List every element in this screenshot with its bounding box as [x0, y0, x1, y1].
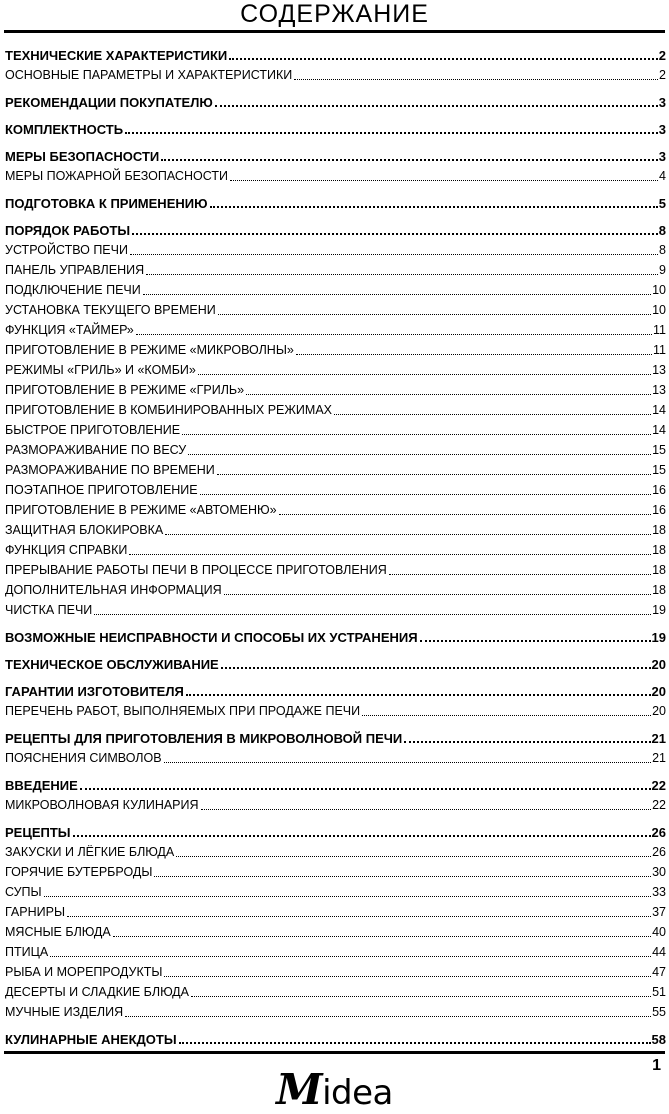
toc-entry-row [5, 840, 666, 860]
toc-entry-row [5, 298, 666, 318]
toc-entry-title: МЕРЫ ПОЖАРНОЙ БЕЗОПАСНОСТИ [5, 169, 228, 183]
brand-logo [0, 1065, 669, 1114]
toc-entry-title: ГАРНИРЫ [5, 905, 66, 919]
toc-page-number: 9 [659, 263, 666, 277]
toc-entry-title: МУЧНЫЕ ИЗДЕЛИЯ [5, 1005, 124, 1019]
toc-leader-dots [125, 1015, 651, 1017]
toc-entry-title: ФУНКЦИЯ СПРАВКИ [5, 543, 128, 557]
bottom-rule [4, 1051, 665, 1054]
toc-leader-dots [179, 1041, 651, 1044]
toc-leader-dots [164, 761, 652, 763]
toc-entry-row [5, 63, 666, 83]
toc-section-row [5, 1027, 666, 1047]
toc-entry-title: РЫБА И МОРЕПРОДУКТЫ [5, 965, 163, 979]
toc-leader-dots [129, 553, 651, 555]
toc-entry-row [5, 746, 666, 766]
toc-page-number: 21 [651, 731, 666, 746]
toc-entry-row [5, 940, 666, 960]
toc-leader-dots [389, 573, 651, 575]
toc-page-number: 19 [652, 603, 666, 617]
toc-entry-title: УСТАНОВКА ТЕКУЩЕГО ВРЕМЕНИ [5, 303, 216, 317]
toc-entry-title: МИКРОВОЛНОВАЯ КУЛИНАРИЯ [5, 798, 199, 812]
toc-leader-dots [198, 373, 651, 375]
toc-section-row [5, 773, 666, 793]
toc-entry-row [5, 793, 666, 813]
toc-entry-row [5, 1000, 666, 1020]
toc-page-number: 40 [652, 925, 666, 939]
toc-page-number: 21 [652, 751, 666, 765]
toc-leader-dots [362, 714, 651, 716]
toc-entry-title: КУЛИНАРНЫЕ АНЕКДОТЫ [5, 1032, 177, 1047]
toc-section-row [5, 43, 666, 63]
toc-entry-title: ПРИГОТОВЛЕНИЕ В КОМБИНИРОВАННЫХ РЕЖИМАХ [5, 403, 333, 417]
toc-entry-title: ЧИСТКА ПЕЧИ [5, 603, 93, 617]
toc-leader-dots [125, 131, 658, 134]
toc-leader-dots [296, 353, 652, 355]
toc-leader-dots [201, 808, 652, 810]
toc-page-number: 3 [658, 149, 666, 164]
toc-entry-row [5, 398, 666, 418]
toc-entry-row [5, 458, 666, 478]
toc-page-number: 11 [653, 343, 666, 357]
toc-page-number: 3 [658, 95, 666, 110]
toc-entry-title: УСТРОЙСТВО ПЕЧИ [5, 243, 128, 257]
toc-entry-row [5, 880, 666, 900]
toc-page-number: 2 [659, 68, 666, 82]
toc-entry-row [5, 960, 666, 980]
toc-entry-title: СУПЫ [5, 885, 42, 899]
toc-entry-title: ПОРЯДОК РАБОТЫ [5, 223, 131, 238]
toc-section-row [5, 652, 666, 672]
toc-entry-title: ТЕХНИЧЕСКИЕ ХАРАКТЕРИСТИКИ [5, 48, 228, 63]
toc-page-number: 20 [651, 657, 666, 672]
toc-page-number: 20 [651, 684, 666, 699]
toc-entry-row [5, 358, 666, 378]
toc-entry-title: РАЗМОРАЖИВАНИЕ ПО ВЕСУ [5, 443, 187, 457]
toc-section-row [5, 218, 666, 238]
toc-leader-dots [154, 875, 651, 877]
toc-entry-title: ПОДГОТОВКА К ПРИМЕНЕНИЮ [5, 196, 208, 211]
toc-section-row [5, 117, 666, 137]
toc-entry-title: РЕКОМЕНДАЦИИ ПОКУПАТЕЛЮ [5, 95, 213, 110]
toc-entry-title: ЗАКУСКИ И ЛЁГКИЕ БЛЮДА [5, 845, 175, 859]
toc-entry-row [5, 378, 666, 398]
toc-entry-row [5, 418, 666, 438]
toc-entry-title: ПОДКЛЮЧЕНИЕ ПЕЧИ [5, 283, 141, 297]
toc-page-number: 4 [659, 169, 666, 183]
toc-page-number: 11 [653, 323, 666, 337]
toc-leader-dots [113, 935, 651, 937]
toc-page-number: 15 [652, 443, 666, 457]
toc-leader-dots [420, 639, 651, 642]
toc-leader-dots [230, 179, 658, 181]
toc-entry-row [5, 538, 666, 558]
toc-leader-dots [176, 855, 651, 857]
toc-leader-dots [218, 313, 651, 315]
toc-entry-title: КОМПЛЕКТНОСТЬ [5, 122, 124, 137]
toc-entry-row [5, 980, 666, 1000]
toc-entry-row [5, 598, 666, 618]
toc-page-number: 58 [651, 1032, 666, 1047]
toc-page-number: 26 [652, 845, 666, 859]
toc-page-number: 33 [652, 885, 666, 899]
toc-leader-dots [217, 473, 651, 475]
toc-page-number: 18 [652, 543, 666, 557]
toc-leader-dots [210, 205, 658, 208]
toc-leader-dots [161, 158, 658, 161]
toc-entry-title: РАЗМОРАЖИВАНИЕ ПО ВРЕМЕНИ [5, 463, 215, 477]
toc-leader-dots [246, 393, 651, 395]
toc-leader-dots [73, 834, 651, 837]
toc-page-number: 8 [659, 243, 666, 257]
table-of-contents [5, 43, 666, 1047]
page-title: СОДЕРЖАНИЕ [240, 0, 429, 28]
toc-entry-row [5, 578, 666, 598]
toc-leader-dots [334, 413, 651, 415]
toc-entry-title: ПОЯСНЕНИЯ СИМВОЛОВ [5, 751, 162, 765]
toc-page-number: 47 [652, 965, 666, 979]
toc-entry-title: ДОПОЛНИТЕЛЬНАЯ ИНФОРМАЦИЯ [5, 583, 222, 597]
toc-leader-dots [50, 955, 651, 957]
toc-page-number: 16 [652, 483, 666, 497]
toc-page-number: 13 [652, 383, 666, 397]
toc-section-row [5, 90, 666, 110]
toc-leader-dots [94, 613, 651, 615]
toc-entry-row [5, 278, 666, 298]
logo-rest: idea [322, 1073, 393, 1113]
toc-page-number: 18 [652, 583, 666, 597]
toc-entry-title: ПЕРЕЧЕНЬ РАБОТ, ВЫПОЛНЯЕМЫХ ПРИ ПРОДАЖЕ ПЕЧИ [5, 704, 361, 718]
toc-section-row [5, 191, 666, 211]
toc-entry-title: БЫСТРОЕ ПРИГОТОВЛЕНИЕ [5, 423, 181, 437]
toc-leader-dots [229, 57, 658, 60]
toc-page-number: 55 [652, 1005, 666, 1019]
toc-entry-row [5, 920, 666, 940]
toc-section-row [5, 726, 666, 746]
toc-page-number: 3 [658, 122, 666, 137]
toc-entry-row [5, 478, 666, 498]
toc-entry-title: ПРЕРЫВАНИЕ РАБОТЫ ПЕЧИ В ПРОЦЕССЕ ПРИГОТОВЛЕНИЯ [5, 563, 387, 577]
toc-page-number: 18 [652, 523, 666, 537]
logo-initial: M [276, 1065, 323, 1114]
toc-section-row [5, 820, 666, 840]
toc-leader-dots [186, 693, 651, 696]
toc-entry-title: ФУНКЦИЯ «ТАЙМЕР» [5, 323, 134, 337]
toc-entry-title: МЯСНЫЕ БЛЮДА [5, 925, 111, 939]
toc-entry-row [5, 558, 666, 578]
toc-page-number: 2 [658, 48, 666, 63]
toc-leader-dots [143, 293, 651, 295]
toc-entry-row [5, 338, 666, 358]
toc-leader-dots [146, 273, 658, 275]
toc-page-number: 16 [652, 503, 666, 517]
toc-leader-dots [165, 533, 651, 535]
toc-entry-title: РЕЖИМЫ «ГРИЛЬ» И «КОМБИ» [5, 363, 196, 377]
toc-leader-dots [224, 593, 651, 595]
toc-leader-dots [215, 104, 658, 107]
toc-entry-row [5, 238, 666, 258]
toc-section-row [5, 144, 666, 164]
toc-leader-dots [136, 333, 652, 335]
toc-page-number: 19 [651, 630, 666, 645]
toc-leader-dots [182, 433, 651, 435]
toc-entry-row [5, 518, 666, 538]
toc-entry-title: ПТИЦА [5, 945, 49, 959]
toc-leader-dots [294, 78, 658, 80]
toc-entry-title: ГАРАНТИИ ИЗГОТОВИТЕЛЯ [5, 684, 184, 699]
toc-page-number: 14 [652, 403, 666, 417]
toc-entry-row [5, 438, 666, 458]
toc-page-number: 22 [651, 778, 666, 793]
toc-leader-dots [279, 513, 651, 515]
toc-page-number: 26 [651, 825, 666, 840]
toc-entry-row [5, 318, 666, 338]
toc-section-row [5, 625, 666, 645]
toc-entry-row [5, 699, 666, 719]
toc-leader-dots [130, 253, 658, 255]
toc-page-number: 44 [652, 945, 666, 959]
toc-entry-title: ДЕСЕРТЫ И СЛАДКИЕ БЛЮДА [5, 985, 189, 999]
toc-entry-title: ЗАЩИТНАЯ БЛОКИРОВКА [5, 523, 164, 537]
toc-leader-dots [164, 975, 651, 977]
toc-leader-dots [221, 666, 651, 669]
toc-entry-row [5, 900, 666, 920]
toc-entry-title: ГОРЯЧИЕ БУТЕРБРОДЫ [5, 865, 153, 879]
page-number: 1 [652, 1057, 661, 1074]
toc-entry-row [5, 860, 666, 880]
toc-entry-title: ПРИГОТОВЛЕНИЕ В РЕЖИМЕ «МИКРОВОЛНЫ» [5, 343, 294, 357]
toc-entry-title: ОСНОВНЫЕ ПАРАМЕТРЫ И ХАРАКТЕРИСТИКИ [5, 68, 293, 82]
toc-leader-dots [200, 493, 651, 495]
toc-entry-row [5, 164, 666, 184]
toc-leader-dots [80, 787, 651, 790]
toc-page-number: 10 [652, 303, 666, 317]
toc-entry-title: ПРИГОТОВЛЕНИЕ В РЕЖИМЕ «ГРИЛЬ» [5, 383, 245, 397]
toc-page-number: 20 [652, 704, 666, 718]
toc-entry-title: РЕЦЕПТЫ ДЛЯ ПРИГОТОВЛЕНИЯ В МИКРОВОЛНОВОЙ ПЕЧИ [5, 731, 403, 746]
toc-page-number: 18 [652, 563, 666, 577]
toc-leader-dots [188, 453, 651, 455]
toc-entry-row [5, 258, 666, 278]
toc-page-number: 15 [652, 463, 666, 477]
toc-leader-dots [44, 895, 651, 897]
toc-entry-title: ПАНЕЛЬ УПРАВЛЕНИЯ [5, 263, 145, 277]
toc-entry-title: ТЕХНИЧЕСКОЕ ОБСЛУЖИВАНИЕ [5, 657, 219, 672]
toc-page-number: 51 [652, 985, 666, 999]
toc-page-number: 13 [652, 363, 666, 377]
toc-page-number: 37 [652, 905, 666, 919]
toc-entry-title: ПОЭТАПНОЕ ПРИГОТОВЛЕНИЕ [5, 483, 198, 497]
toc-entry-row [5, 498, 666, 518]
toc-page-number: 10 [652, 283, 666, 297]
toc-leader-dots [404, 740, 650, 743]
toc-entry-title: РЕЦЕПТЫ [5, 825, 71, 840]
toc-page-number: 14 [652, 423, 666, 437]
toc-entry-title: ВОЗМОЖНЫЕ НЕИСПРАВНОСТИ И СПОСОБЫ ИХ УСТРАНЕНИЯ [5, 630, 418, 645]
toc-page-number: 30 [652, 865, 666, 879]
toc-page-number: 22 [652, 798, 666, 812]
toc-leader-dots [191, 995, 651, 997]
top-rule [4, 30, 665, 33]
toc-entry-title: МЕРЫ БЕЗОПАСНОСТИ [5, 149, 160, 164]
toc-entry-title: ВВЕДЕНИЕ [5, 778, 78, 793]
toc-leader-dots [132, 232, 658, 235]
toc-page-number: 8 [658, 223, 666, 238]
toc-section-row [5, 679, 666, 699]
toc-leader-dots [67, 915, 651, 917]
toc-page-number: 5 [658, 196, 666, 211]
toc-entry-title: ПРИГОТОВЛЕНИЕ В РЕЖИМЕ «АВТОМЕНЮ» [5, 503, 277, 517]
